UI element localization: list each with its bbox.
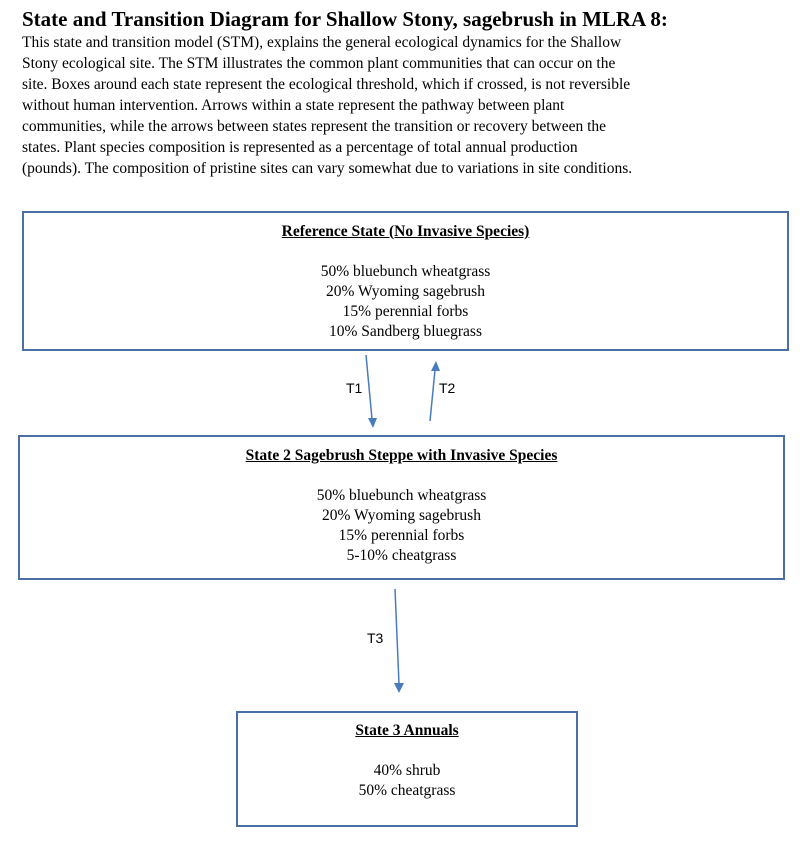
intro-line: site. Boxes around each state represent the ecological threshold, which if crossed, is not reversible (22, 76, 631, 93)
species-item: 15% perennial forbs (342, 303, 469, 320)
species-item: 50% bluebunch wheatgrass (316, 487, 487, 504)
state-title: State 2 Sagebrush Steppe with Invasive Species (245, 447, 558, 464)
transition-label-t2: T2 (439, 380, 456, 396)
transition-label-t1: T1 (346, 380, 363, 396)
arrow-t3 (394, 589, 404, 693)
intro-line: (pounds). The composition of pristine sites can vary somewhat due to variations in site conditions. (22, 160, 633, 177)
transition-label-t3: T3 (367, 630, 384, 646)
intro-line: This state and transition model (STM), explains the general ecological dynamics for the Shallow (22, 34, 622, 51)
species-list (24, 262, 787, 342)
species-list (238, 761, 576, 801)
intro-line: communities, while the arrows between states represent the transition or recovery between the (22, 118, 607, 135)
arrow-t1 (366, 355, 377, 428)
state-title: Reference State (No Invasive Species) (281, 223, 530, 240)
species-item: 50% cheatgrass (358, 782, 456, 799)
intro-line: without human intervention. Arrows within a state represent the pathway between plant (22, 97, 565, 114)
species-item: 15% perennial forbs (338, 527, 465, 544)
intro-line: states. Plant species composition is represented as a percentage of total annual production (22, 139, 578, 156)
species-item: 40% shrub (373, 762, 441, 779)
species-item: 5-10% cheatgrass (346, 547, 457, 564)
species-item: 10% Sandberg bluegrass (329, 323, 482, 340)
state-title: State 3 Annuals (355, 722, 459, 739)
species-item: 20% Wyoming sagebrush (322, 507, 481, 524)
intro-paragraph (22, 32, 722, 179)
species-item: 50% bluebunch wheatgrass (320, 263, 491, 280)
state-2-box (18, 435, 785, 580)
page-title: State and Transition Diagram for Shallow Stony, sagebrush in MLRA 8: (22, 7, 668, 31)
species-list (20, 486, 783, 566)
state-3-box (236, 711, 578, 827)
species-item: 20% Wyoming sagebrush (326, 283, 485, 300)
intro-line: Stony ecological site. The STM illustrates the common plant communities that can occur on the (22, 55, 616, 72)
reference-state-box (22, 211, 789, 351)
